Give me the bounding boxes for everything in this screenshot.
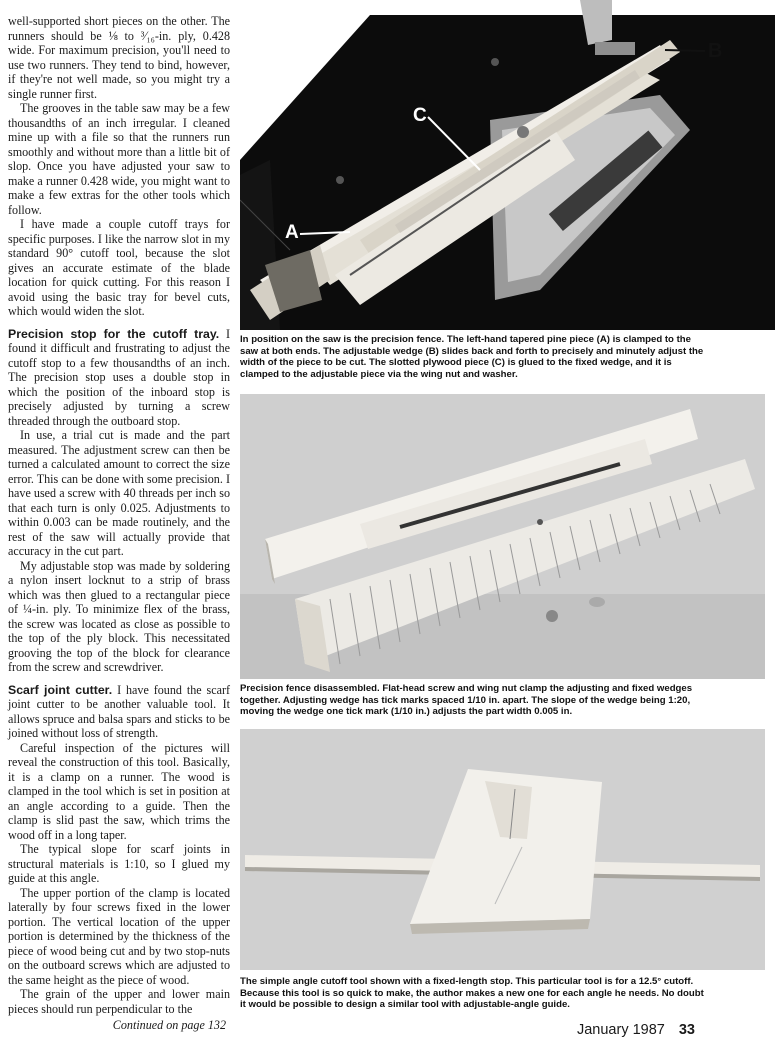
photo-angle-cutoff-tool	[240, 729, 765, 970]
article-column	[8, 14, 230, 1033]
paragraph: I have made a couple cutoff trays for specific purposes. I like the narrow slot in my standard 90° cutoff tool, because the slot gives an accurate estimate of the blade location for quick cutting. For this reason I avoid using the basic tray for bevel cuts, which would widen the slot.	[8, 217, 230, 318]
continued-note: Continued on page 132	[112, 1018, 226, 1032]
label-a: A	[285, 222, 299, 243]
paragraph: The grain of the upper and lower main pieces should run perpendicular to the	[8, 987, 230, 1016]
paragraph: In use, a trial cut is made and the part measured. The adjustment screw can then be turned a calculated amount to correct the size error. This can be done with some precision. I have used a screw with 40 threads per inch so that each turn is only 0.025. Adjustments to within 0.003 can be made routinely, and the rest of the saw will actually provide that accuracy in the cut part.	[8, 428, 230, 558]
page-number: 33	[678, 1022, 695, 1038]
paragraph: The grooves in the table saw may be a few thousandths of an inch irregular. I cleaned mine up with a file so that the runners run smoothly and without more than a little bit of slop. Once you have adjusted your saw to make a runner 0.428 wide, you might want to make a few extras for the other tools which follow.	[8, 101, 230, 217]
paragraph: My adjustable stop was made by soldering a nylon insert locknut to a strip of brass which was then glued to a rectangular piece of ¼-in. ply. To minimize flex of the brass, the screw was located as close as possible to the top of the ply block. This necessitated grooving the top of the block for clearance from the screw and screwdriver.	[8, 558, 230, 674]
photo-fence-disassembled	[240, 394, 765, 679]
paragraph: Careful inspection of the pictures will reveal the construction of this tool. Basically, it is a clamp on a runner. The wood is clamped in the tool which is set in position at an angle according to a guide. Then the clamp is slid past the saw, which trims the wood off in a long taper.	[8, 740, 230, 842]
photo-fence-on-saw	[240, 0, 775, 330]
label-b: B	[708, 40, 723, 62]
paragraph: The upper portion of the clamp is located laterally by four screws fixed in the lower portion. The vertical location of the upper portion is determined by the thickness of the piece of wood being cut and by two stop-nuts on the outboard screws which are adjusted to the same height as the piece of wood.	[8, 885, 230, 987]
page-footer	[577, 1022, 695, 1038]
issue-date: January 1987	[576, 1022, 665, 1038]
paragraph-text: I found it difficult and frustrating to adjust the cutoff stop to a few thousandths of an inch. The precision stop uses a double stop in which the position of the inboard stop is precisely adjusted by turning a screw threaded through the outboard stop.	[8, 326, 230, 428]
caption-photo-1: In position on the saw is the precision fence. The left-hand tapered pine piece (A) is clamped to the saw at both ends. The adjustable wedge (B) slides back and forth to precisely and minutely adjust the width of the piece to be cut. The slotted plywood piece (C) is glued to the fixed wedge, and it is clamped to the adjustable piece via the wing nut and washer.	[240, 334, 704, 380]
caption-photo-2: Precision fence disassembled. Flat-head screw and wing nut clamp the adjusting and fixed wedges together. Adjusting wedge has tick marks spaced 1/10 in. apart. The slope of the wedge being 1:20, moving the wedge one tick mark (1/10 in.) adjusts the part width 0.005 in.	[240, 683, 693, 718]
caption-photo-3: The simple angle cutoff tool shown with a fixed-length stop. This particular tool is for a 12.5° cutoff. Because this tool is so quick to make, the author makes a new one for each angle he needs. No doubt it would be possible to design a similar tool with adjustable-angle guide.	[240, 976, 704, 1011]
paragraph	[8, 683, 230, 741]
paragraph-text: I have found the scarf joint cutter to be another valuable tool. It allows spruce and balsa spars and sticks to be joined without loss of strength.	[8, 682, 231, 740]
section-heading: Scarf joint cutter.	[8, 682, 113, 697]
section-heading: Precision stop for the cutoff tray.	[8, 326, 220, 341]
paragraph	[8, 327, 230, 429]
label-arrows	[240, 0, 775, 330]
paragraph: well-supported short pieces on the other. The runners should be ⅛ to ³⁄₁₆-in. ply, 0.428 wide. For maximum precision, you'll need to use two runners. They tend to bind, however, if they're not well made, so you might try a single runner first.	[8, 14, 230, 101]
paragraph: The typical slope for scarf joints in structural materials is 1:10, so I glued my guide at this angle.	[8, 842, 230, 885]
label-c: C	[413, 105, 427, 126]
